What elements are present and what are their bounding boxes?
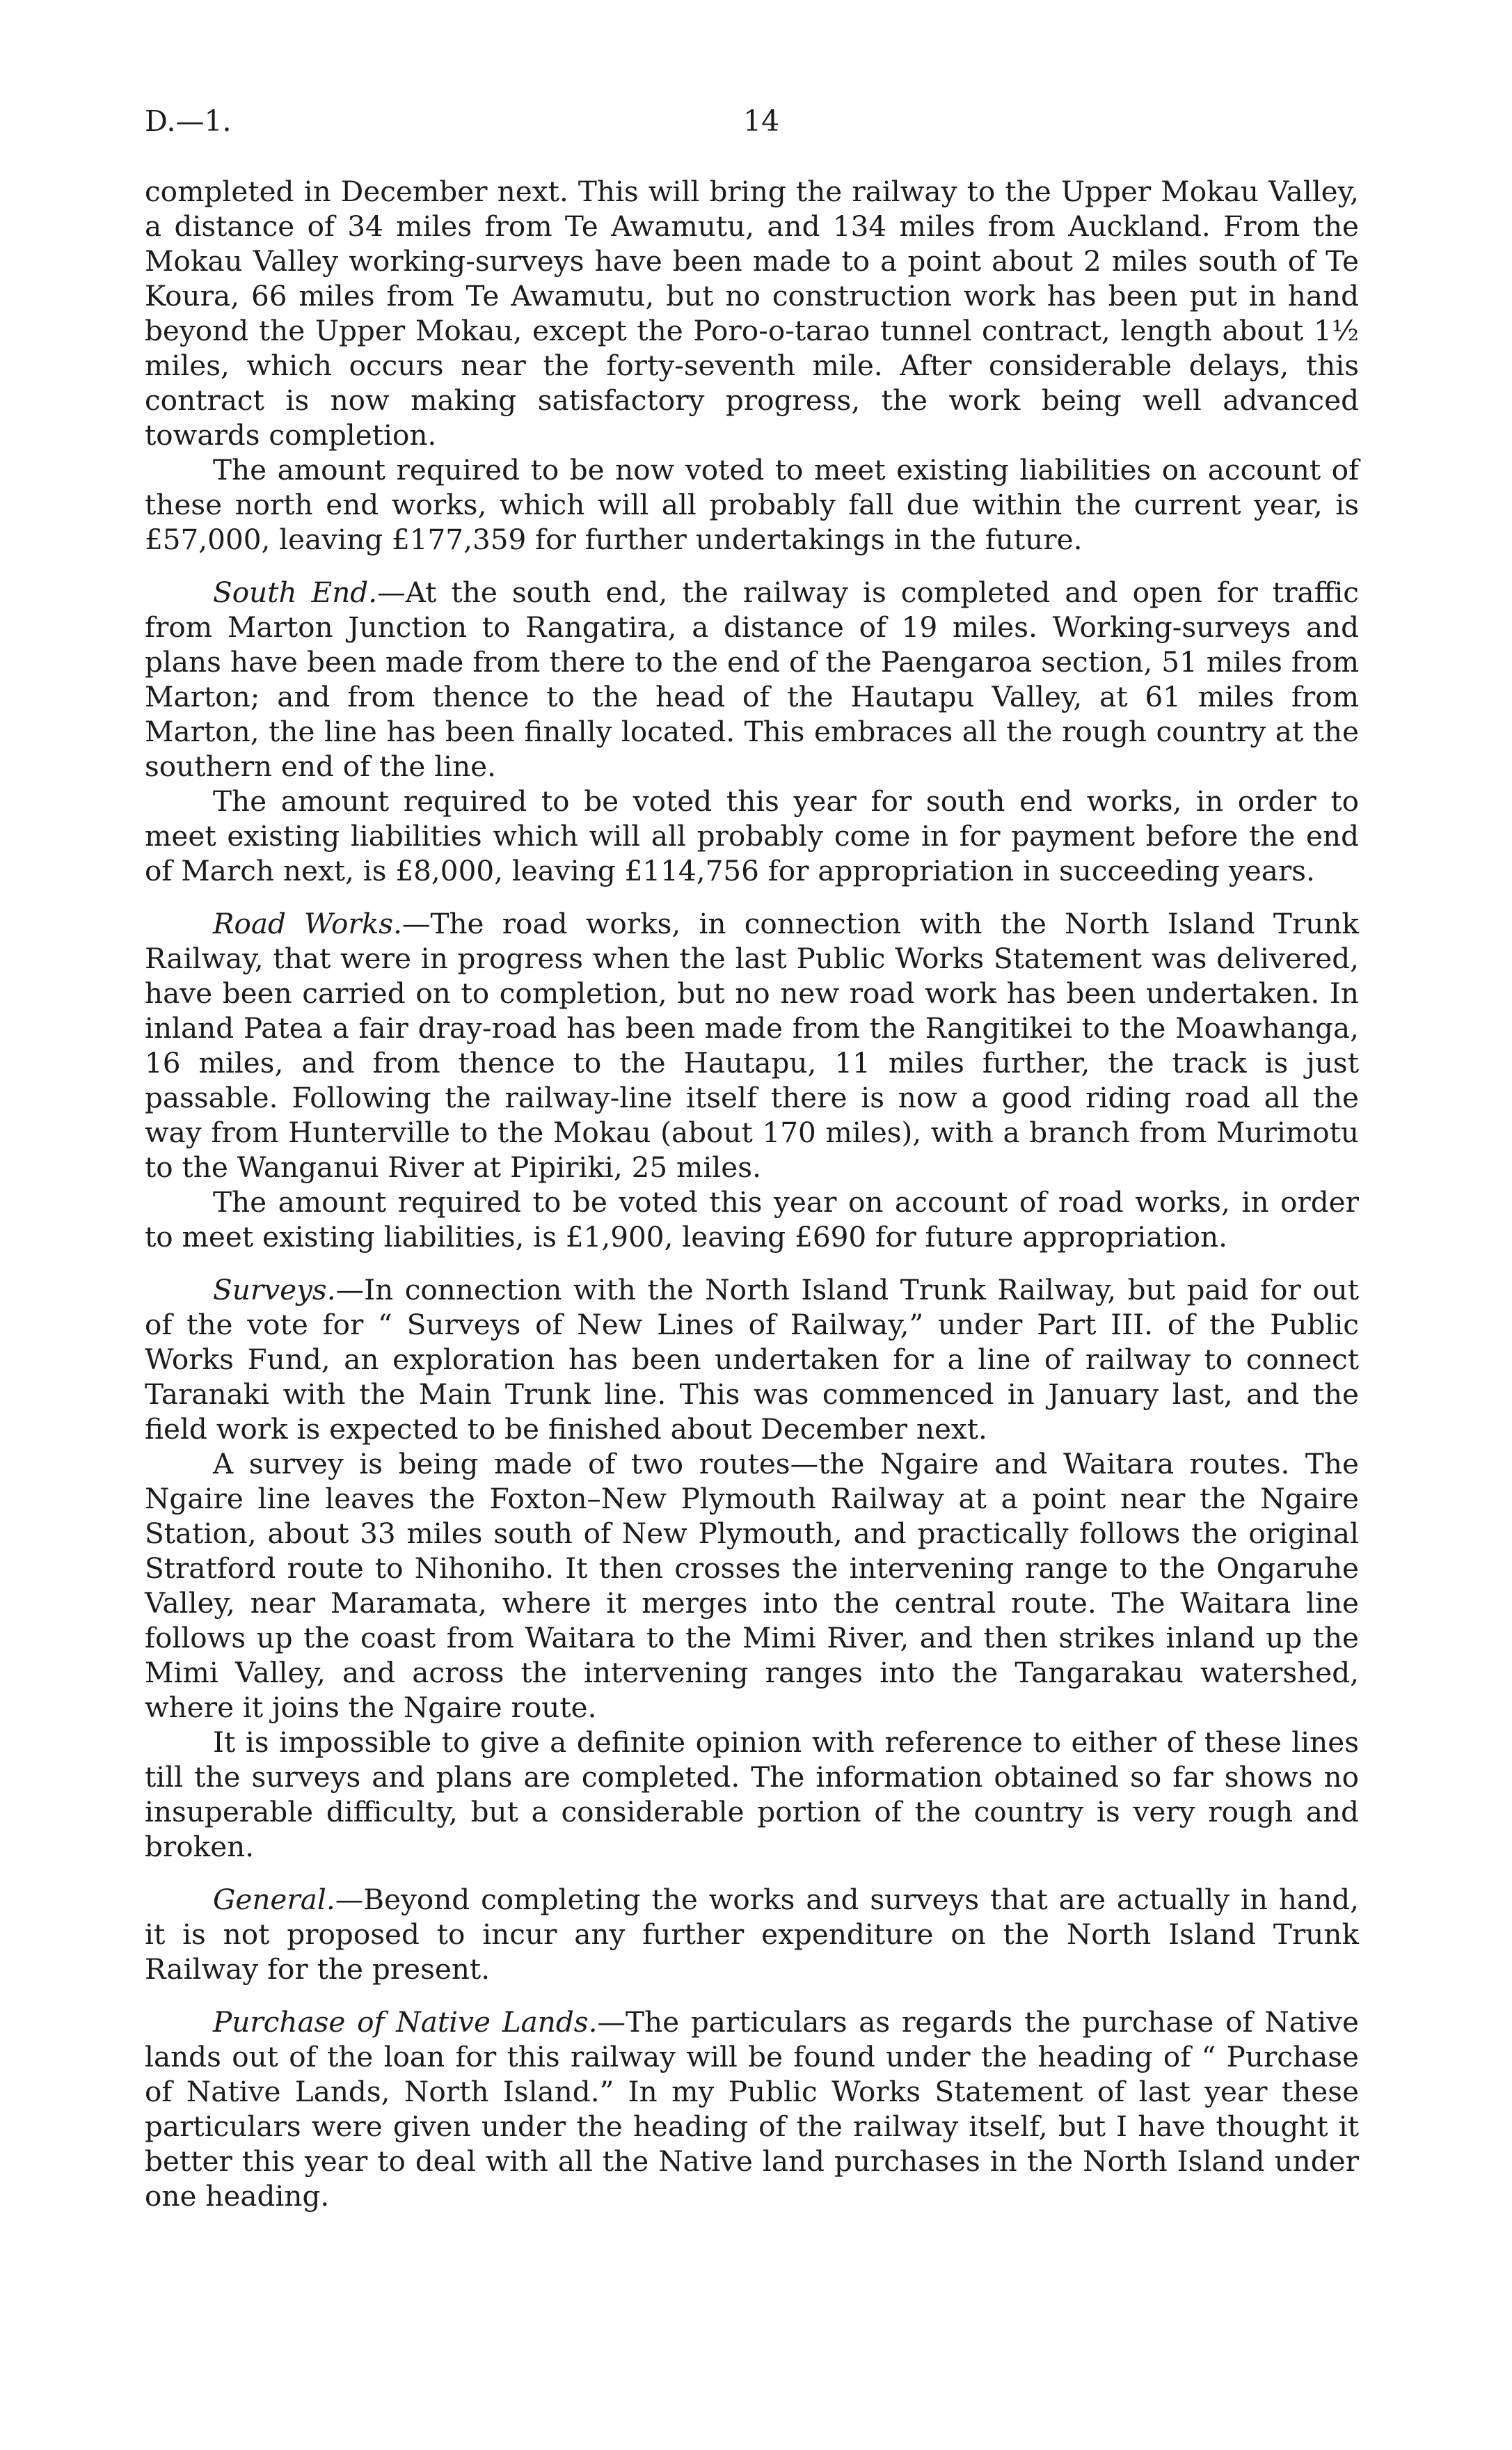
section-heading-surveys: Surveys. <box>213 1273 336 1306</box>
section-heading-native-lands: Purchase of Native Lands. <box>213 2005 598 2039</box>
section-heading-road-works: Road Works. <box>213 907 402 940</box>
paragraph-survey-opinion <box>145 1725 1359 1864</box>
paragraph-text: The amount required to be now voted to meet existing liabilities on account of these north end works, which will all probably fall due within the current year, is £57,000, leaving £177,359 for further undertakings in the future. <box>145 453 1359 556</box>
section-heading-south-end: South End. <box>213 576 378 609</box>
paragraph-text: completed in December next. This will bring the railway to the Upper Mokau Valley, a distance of 34 miles from Te Awamutu, and 134 miles from Auckland. From the Mokau Valley working-surveys have been made to a point about 2 miles south of Te Koura, 66 miles from Te Awamutu, but no construction work has been put in hand beyond the Upper Mokau, except the Poro-o-tarao tunnel contract, length about 1½ miles, which occurs near the forty-seventh mile. After considerable delays, this contract is now making satisfactory progress, the work being well advanced towards completion. <box>145 175 1359 452</box>
paragraph-native-lands <box>145 2005 1359 2213</box>
paragraph-text: The amount required to be voted this year on account of road works, in order to meet existing liabilities, is £1,900, leaving £690 for future appropriation. <box>145 1185 1359 1254</box>
paragraph-north-end-continued <box>145 174 1359 452</box>
paragraph-general <box>145 1882 1359 1986</box>
paragraph-survey-routes <box>145 1446 1359 1725</box>
section-heading-general: General. <box>213 1883 335 1916</box>
paragraph-surveys <box>145 1272 1359 1446</box>
document-body <box>145 174 1359 2213</box>
paragraph-south-end <box>145 575 1359 784</box>
paragraph-road-works <box>145 906 1359 1185</box>
paragraph-north-end-amount <box>145 452 1359 557</box>
document-reference: D.—1. <box>145 104 232 138</box>
page-number: 14 <box>743 104 780 138</box>
paragraph-text: —The particulars as regards the purchase of Native lands out of the loan for this railway will be found under the heading of “ Purchase of Native Lands, North Island.” In my Public Works Statement of last year these particulars were given under the heading of the railway itself, but I have thought it better this year to deal with all the Native land purchases in the North Island under one heading. <box>145 2005 1360 2213</box>
paragraph-text: —In connection with the North Island Trunk Railway, but paid for out of the vote for “ Surveys of New Lines of Railway,” under Part III. of the Public Works Fund, an exploration has been undertaken for a line of railway to connect Taranaki with the Main Trunk line. This was commenced in January last, and the field work is expected to be finished about December next. <box>145 1273 1359 1446</box>
paragraph-text: —At the south end, the railway is completed and open for traffic from Marton Junction to Rangatira, a distance of 19 miles. Working-surveys and plans have been made from there to the end of the Paengaroa section, 51 miles from Marton; and from thence to the head of the Hautapu Valley, at 61 miles from Marton, the line has been finally located. This embraces all the rough country at the southern end of the line. <box>145 576 1359 783</box>
paragraph-text: —Beyond completing the works and surveys that are actually in hand, it is not proposed to incur any further expenditure on the North Island Trunk Railway for the present. <box>145 1883 1359 1986</box>
paragraph-text: The amount required to be voted this year for south end works, in order to meet existing liabilities which will all probably come in for payment before the end of March next, is £8,000, leaving £114,756 for appropriation in succeeding years. <box>145 784 1359 887</box>
page-header <box>145 104 1359 153</box>
paragraph-text: It is impossible to give a definite opinion with reference to either of these lines till the surveys and plans are completed. The information obtained so far shows no insuperable difficulty, but a considerable portion of the country is very rough and broken. <box>145 1725 1359 1863</box>
paragraph-text: A survey is being made of two routes—the Ngaire and Waitara routes. The Ngaire line leaves the Foxton–New Plymouth Railway at a point near the Ngaire Station, about 33 miles south of New Plymouth, and practically follows the original Stratford route to Nihoniho. It then crosses the intervening range to the Ongaruhe Valley, near Maramata, where it merges into the central route. The Waitara line follows up the coast from Waitara to the Mimi River, and then strikes inland up the Mimi Valley, and across the intervening ranges into the Tangarakau watershed, where it joins the Ngaire route. <box>145 1447 1359 1724</box>
paragraph-south-end-amount <box>145 784 1359 888</box>
paragraph-text: —The road works, in connection with the North Island Trunk Railway, that were in progress when the last Public Works Statement was delivered, have been carried on to completion, but no new road work has been undertaken. In inland Patea a fair dray-road has been made from the Rangitikei to the Moawhanga, 16 miles, and from thence to the Hautapu, 11 miles further, the track is just passable. Following the railway-line itself there is now a good riding road all the way from Hunterville to the Mokau (about 170 miles), with a branch from Murimotu to the Wanganui River at Pipiriki, 25 miles. <box>145 907 1359 1184</box>
paragraph-road-works-amount <box>145 1185 1359 1254</box>
